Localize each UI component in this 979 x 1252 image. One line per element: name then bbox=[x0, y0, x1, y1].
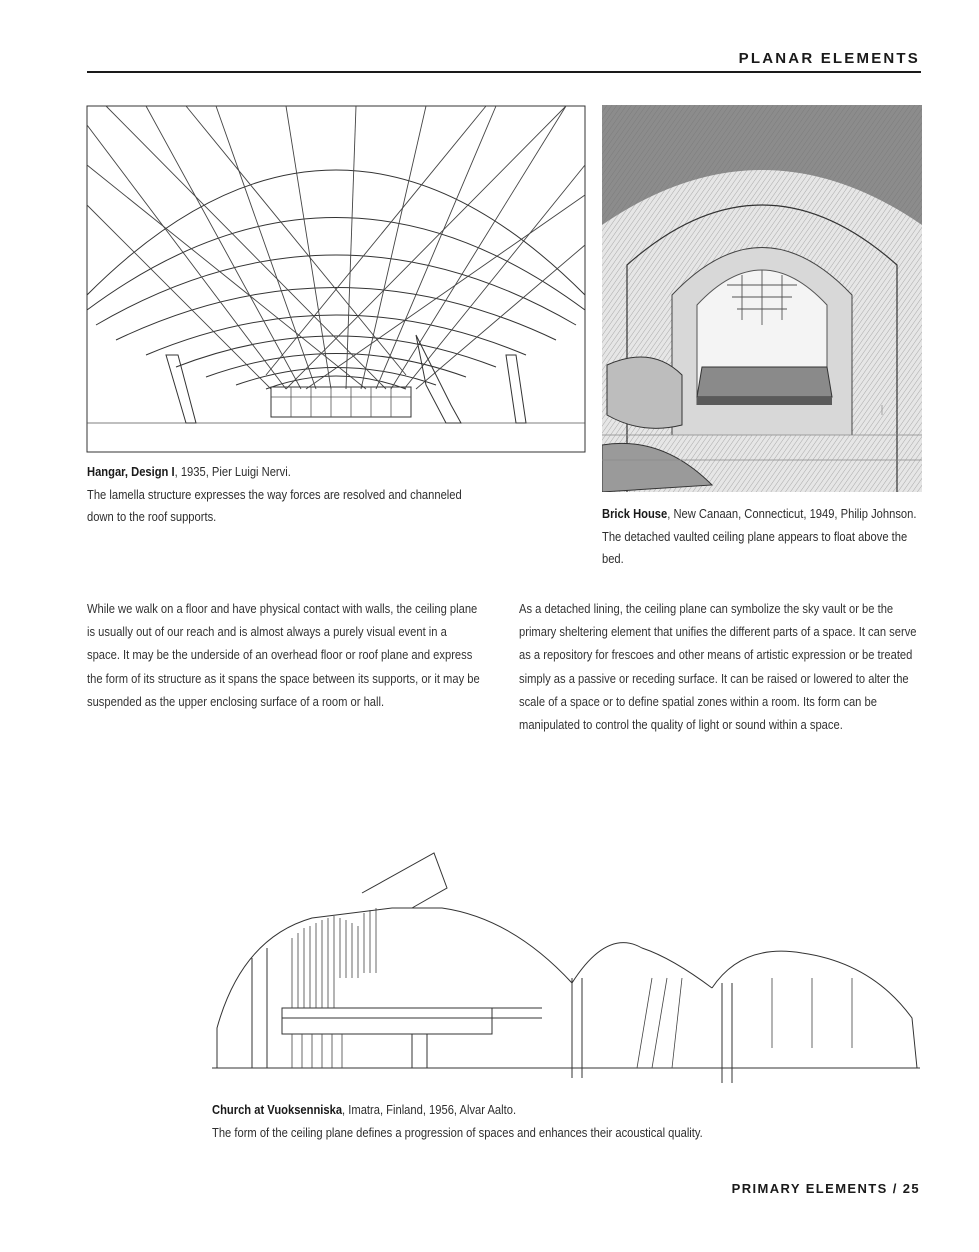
section-title: PLANAR ELEMENTS bbox=[738, 50, 920, 67]
brick-house-drawing bbox=[602, 105, 922, 492]
church-caption-title: Church at Vuoksenniska bbox=[212, 1102, 343, 1117]
hangar-caption bbox=[87, 461, 474, 529]
church-caption-detail: , Imatra, Finland, 1956, Alvar Aalto. bbox=[342, 1102, 517, 1117]
body-paragraph-right: As a detached lining, the ceiling plane can symbolize the sky vault or be the primary sheltering element that unifies the different parts of a space. It can serve as a repository for frescoes and other means of artistic expression or be treated simply as a passive or receding surface. It can be raised or lowered to alter the scale of a space or to define spatial zones within a room. Its form can be manipulated to control the quality of light or sound within a space. bbox=[519, 601, 917, 733]
body-paragraph-left: While we walk on a floor and have physical contact with walls, the ceiling plane is usually out of our reach and is almost always a purely visual event in a space. It may be the underside of an overhead floor or roof plane and express the form of its structure as it spans the space between its supports, or it may be suspended as the upper enclosing surface of a room or hall. bbox=[87, 601, 480, 709]
hangar-drawing bbox=[86, 105, 586, 453]
brick-house-caption-detail: , New Canaan, Connecticut, 1949, Philip Johnson. bbox=[667, 506, 917, 521]
hangar-caption-detail: , 1935, Pier Luigi Nervi. bbox=[174, 464, 291, 479]
church-section-drawing bbox=[212, 848, 920, 1088]
hangar-caption-description: The lamella structure expresses the way forces are resolved and channeled down to the roof supports. bbox=[87, 486, 462, 524]
church-caption bbox=[212, 1099, 900, 1144]
brick-house-caption-title: Brick House bbox=[602, 506, 668, 521]
brick-house-caption-description: The detached vaulted ceiling plane appears to float above the bed. bbox=[602, 528, 908, 566]
header-rule bbox=[87, 71, 921, 73]
church-caption-description: The form of the ceiling plane defines a progression of spaces and enhances their acoustical quality. bbox=[212, 1124, 703, 1140]
hangar-caption-title: Hangar, Design I bbox=[87, 464, 175, 479]
page-footer: PRIMARY ELEMENTS / 25 bbox=[731, 1181, 920, 1196]
brick-house-caption bbox=[602, 503, 920, 571]
